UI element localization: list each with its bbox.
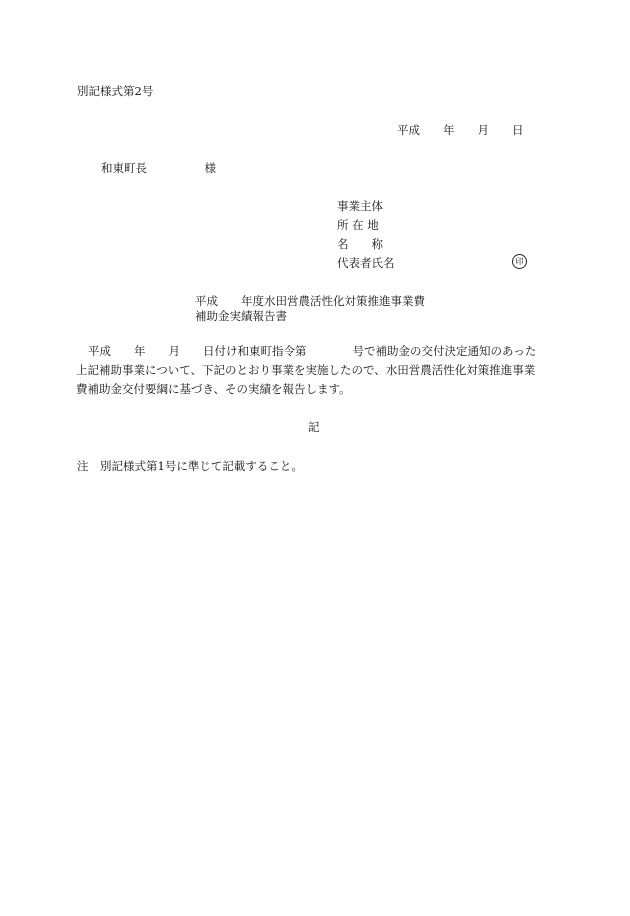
address-label: 所 在 地 xyxy=(337,218,379,232)
body-line-2: 上記補助事業について、下記のとおり事業を実施したので、水田営農活性化対策推進事業 xyxy=(76,363,536,377)
ki-heading: 記 xyxy=(308,420,320,434)
form-number: 別記様式第2号 xyxy=(77,84,154,98)
report-title-line1: 平成 年度水田営農活性化対策推進事業費 xyxy=(195,294,425,308)
date-line: 平成 年 月 日 xyxy=(397,123,524,137)
body-paragraph xyxy=(76,342,556,399)
entity-label: 事業主体 xyxy=(337,199,383,213)
name-label: 名 称 xyxy=(337,237,383,251)
body-line-3: 費補助金交付要綱に基づき、その実績を報告します。 xyxy=(76,382,351,396)
representative-label: 代表者氏名 xyxy=(337,256,395,270)
footnote: 注 別記様式第1号に準じて記載すること。 xyxy=(77,459,303,473)
addressee: 和東町長 様 xyxy=(101,161,216,175)
seal-mark: 印 xyxy=(512,254,527,269)
report-title-line2: 補助金実績報告書 xyxy=(195,309,287,323)
body-line-1: 平成 年 月 日付け和東町指令第 号で補助金の交付決定通知のあった xyxy=(88,344,537,358)
